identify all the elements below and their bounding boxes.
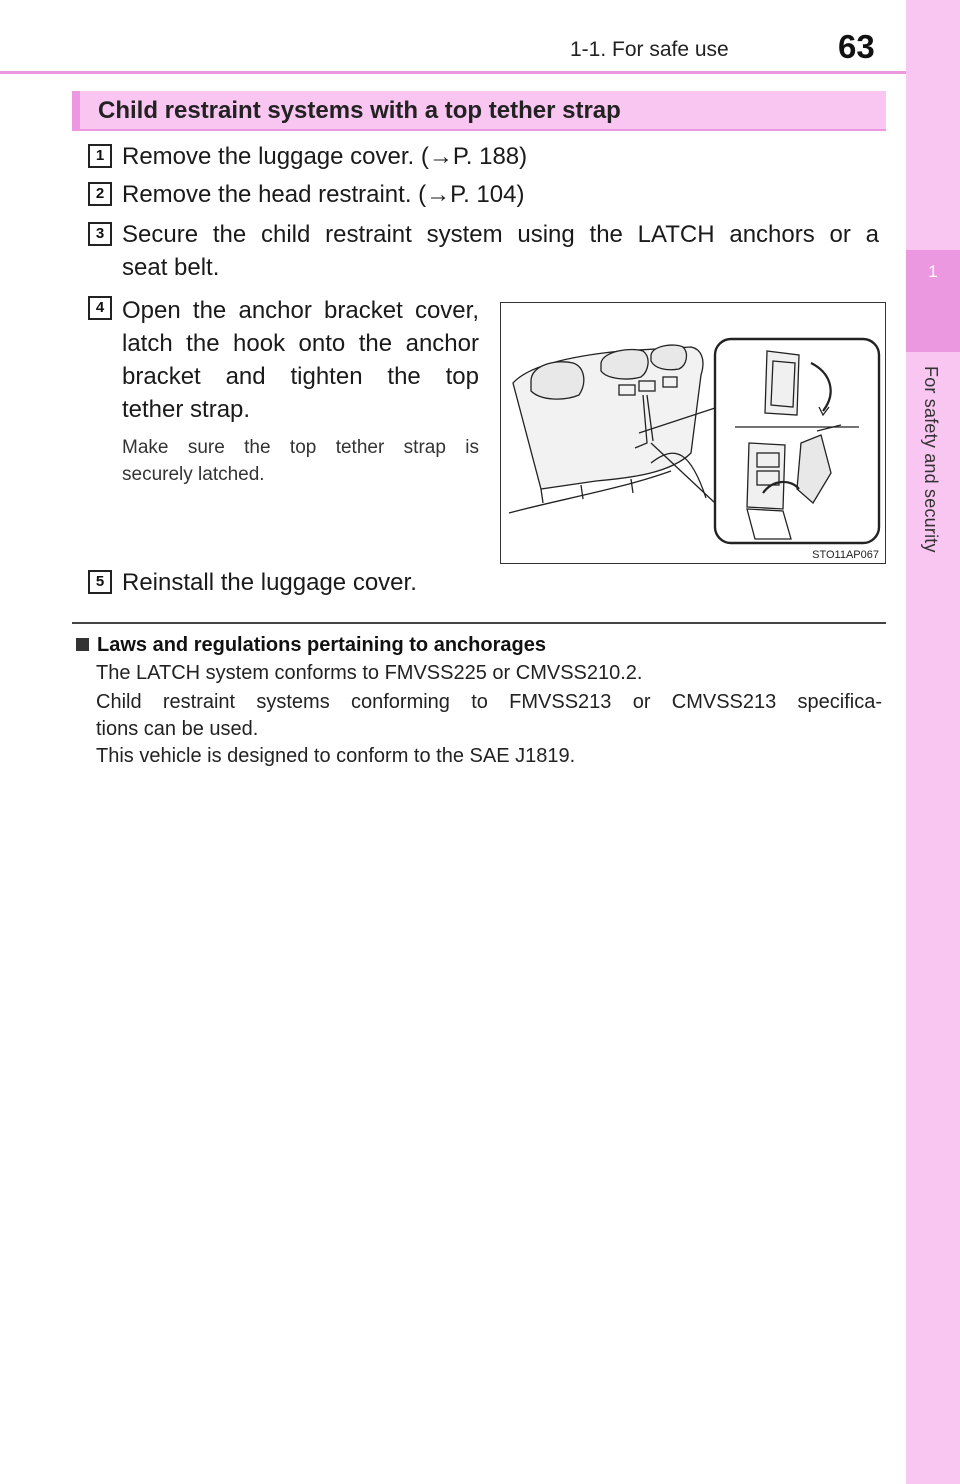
side-tab <box>906 0 960 1484</box>
seat-and-anchor-drawing <box>501 303 885 563</box>
chapter-title: For safety and security <box>921 366 941 553</box>
step-3-line-1: Secure the child restraint system using the LATCH anchors or a <box>122 221 879 248</box>
step-4-line-1: Open the anchor bracket cover, <box>122 297 479 324</box>
square-bullet-icon <box>76 638 89 651</box>
step-badge-3: 3 <box>88 222 112 246</box>
notes-line-3: tions can be used. <box>96 718 259 740</box>
section-heading-bar <box>72 91 886 131</box>
section-heading: Child restraint systems with a top tether strap <box>98 97 621 124</box>
notes-heading-text: Laws and regulations pertaining to anchorages <box>97 634 546 656</box>
step-2-text: Remove the head restraint. (→P. 104) <box>122 181 525 208</box>
step-badge-1: 1 <box>88 144 112 168</box>
notes-line-1: The LATCH system conforms to FMVSS225 or CMVSS210.2. <box>96 662 643 684</box>
notes-line-2: Child restraint systems conforming to FMVSS213 or CMVSS213 specifica- <box>96 691 882 713</box>
step-badge-5: 5 <box>88 570 112 594</box>
step-4-note-line-2: securely latched. <box>122 464 265 485</box>
step-4-line-3: bracket and tighten the top <box>122 363 479 390</box>
header-rule <box>0 71 906 74</box>
figure-code: STO11AP067 <box>812 549 879 561</box>
step-4-line-2: latch the hook onto the anchor <box>122 330 479 357</box>
tether-anchor-illustration <box>500 302 886 564</box>
section-label: 1-1. For safe use <box>570 38 729 61</box>
step-4-line-4: tether strap. <box>122 396 251 423</box>
step-badge-2: 2 <box>88 182 112 206</box>
section-divider <box>72 622 886 624</box>
page-number: 63 <box>838 28 875 65</box>
step-3-line-2: seat belt. <box>122 254 220 281</box>
chapter-number: 1 <box>928 262 938 281</box>
notes-heading <box>76 634 546 657</box>
step-badge-4: 4 <box>88 296 112 320</box>
step-5-text: Reinstall the luggage cover. <box>122 569 417 596</box>
step-4-note-line-1: Make sure the top tether strap is <box>122 437 479 458</box>
notes-line-4: This vehicle is designed to conform to the SAE J1819. <box>96 745 576 767</box>
step-1-text: Remove the luggage cover. (→P. 188) <box>122 143 528 170</box>
